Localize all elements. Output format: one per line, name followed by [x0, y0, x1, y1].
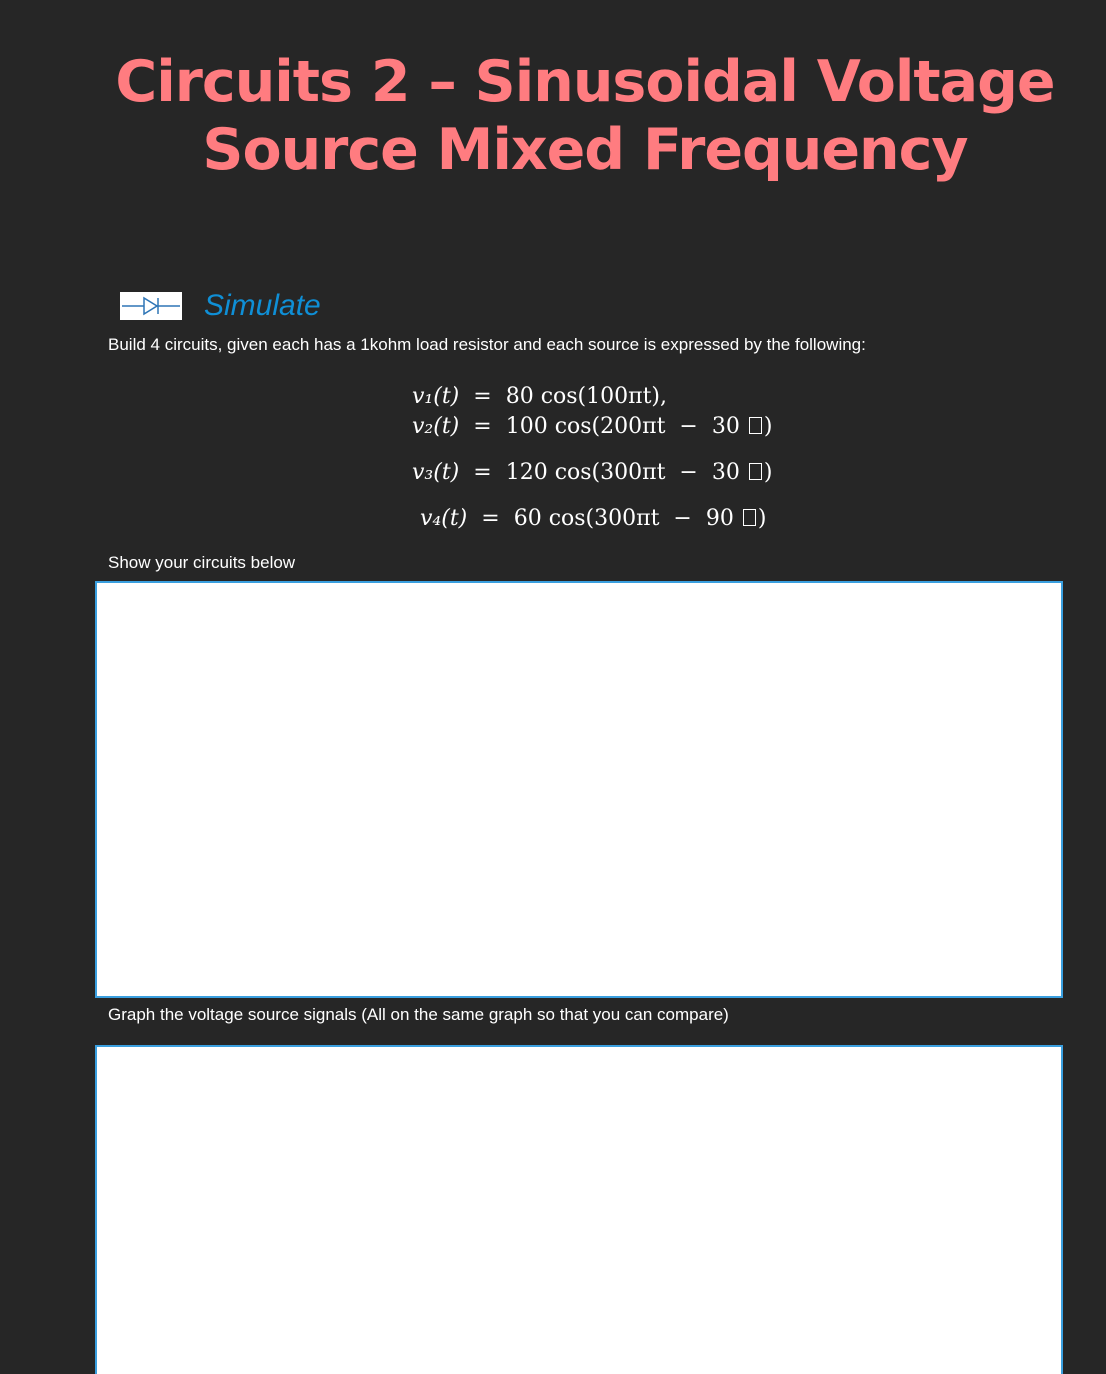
document-title: [0, 48, 1106, 184]
eq3-rhs: 120 cos(300πt: [505, 460, 666, 485]
graph-answer-box[interactable]: [95, 1045, 1063, 1374]
eq4-rhs: 60 cos(300πt: [513, 506, 660, 531]
title-line-1: Circuits 2 – Sinusoidal Voltage: [115, 49, 1055, 115]
graph-label: Graph the voltage source signals (All on the same graph so that you can compare): [108, 1005, 729, 1024]
section-title: Simulate: [204, 289, 321, 322]
missing-glyph-icon: [743, 509, 756, 526]
eq3-close: ): [763, 460, 773, 485]
missing-glyph-icon: [749, 417, 762, 434]
eq3-phase: 30: [711, 460, 740, 485]
equation-2: [412, 414, 772, 439]
eq2-minus: −: [679, 414, 698, 439]
title-line-2: Source Mixed Frequency: [202, 117, 968, 183]
eq4-minus: −: [673, 506, 692, 531]
diode-icon: [120, 292, 182, 320]
missing-glyph-icon: [749, 463, 762, 480]
eq2-equals: =: [473, 414, 492, 439]
eq4-equals: =: [481, 506, 500, 531]
equation-4: [420, 506, 766, 531]
circuits-label: Show your circuits below: [108, 553, 296, 572]
eq1-equals: =: [473, 384, 492, 409]
eq4-lhs: v₄(t): [420, 506, 468, 531]
circuits-answer-box[interactable]: [95, 581, 1063, 998]
eq3-lhs: v₃(t): [412, 460, 460, 485]
intro-text: Build 4 circuits, given each has a 1kohm load resistor and each source is expressed by the following:: [108, 335, 866, 354]
eq2-rhs: 100 cos(200πt: [505, 414, 666, 439]
eq1-lhs: v₁(t): [412, 384, 460, 409]
eq3-equals: =: [473, 460, 492, 485]
eq2-close: ): [763, 414, 773, 439]
eq4-close: ): [757, 506, 767, 531]
eq2-lhs: v₂(t): [412, 414, 460, 439]
eq4-phase: 90: [705, 506, 734, 531]
equation-1: [412, 384, 667, 409]
equation-3: [412, 460, 772, 485]
section-header: [120, 286, 321, 326]
eq3-minus: −: [679, 460, 698, 485]
eq1-rhs: 80 cos(100πt),: [505, 384, 667, 409]
eq2-phase: 30: [711, 414, 740, 439]
